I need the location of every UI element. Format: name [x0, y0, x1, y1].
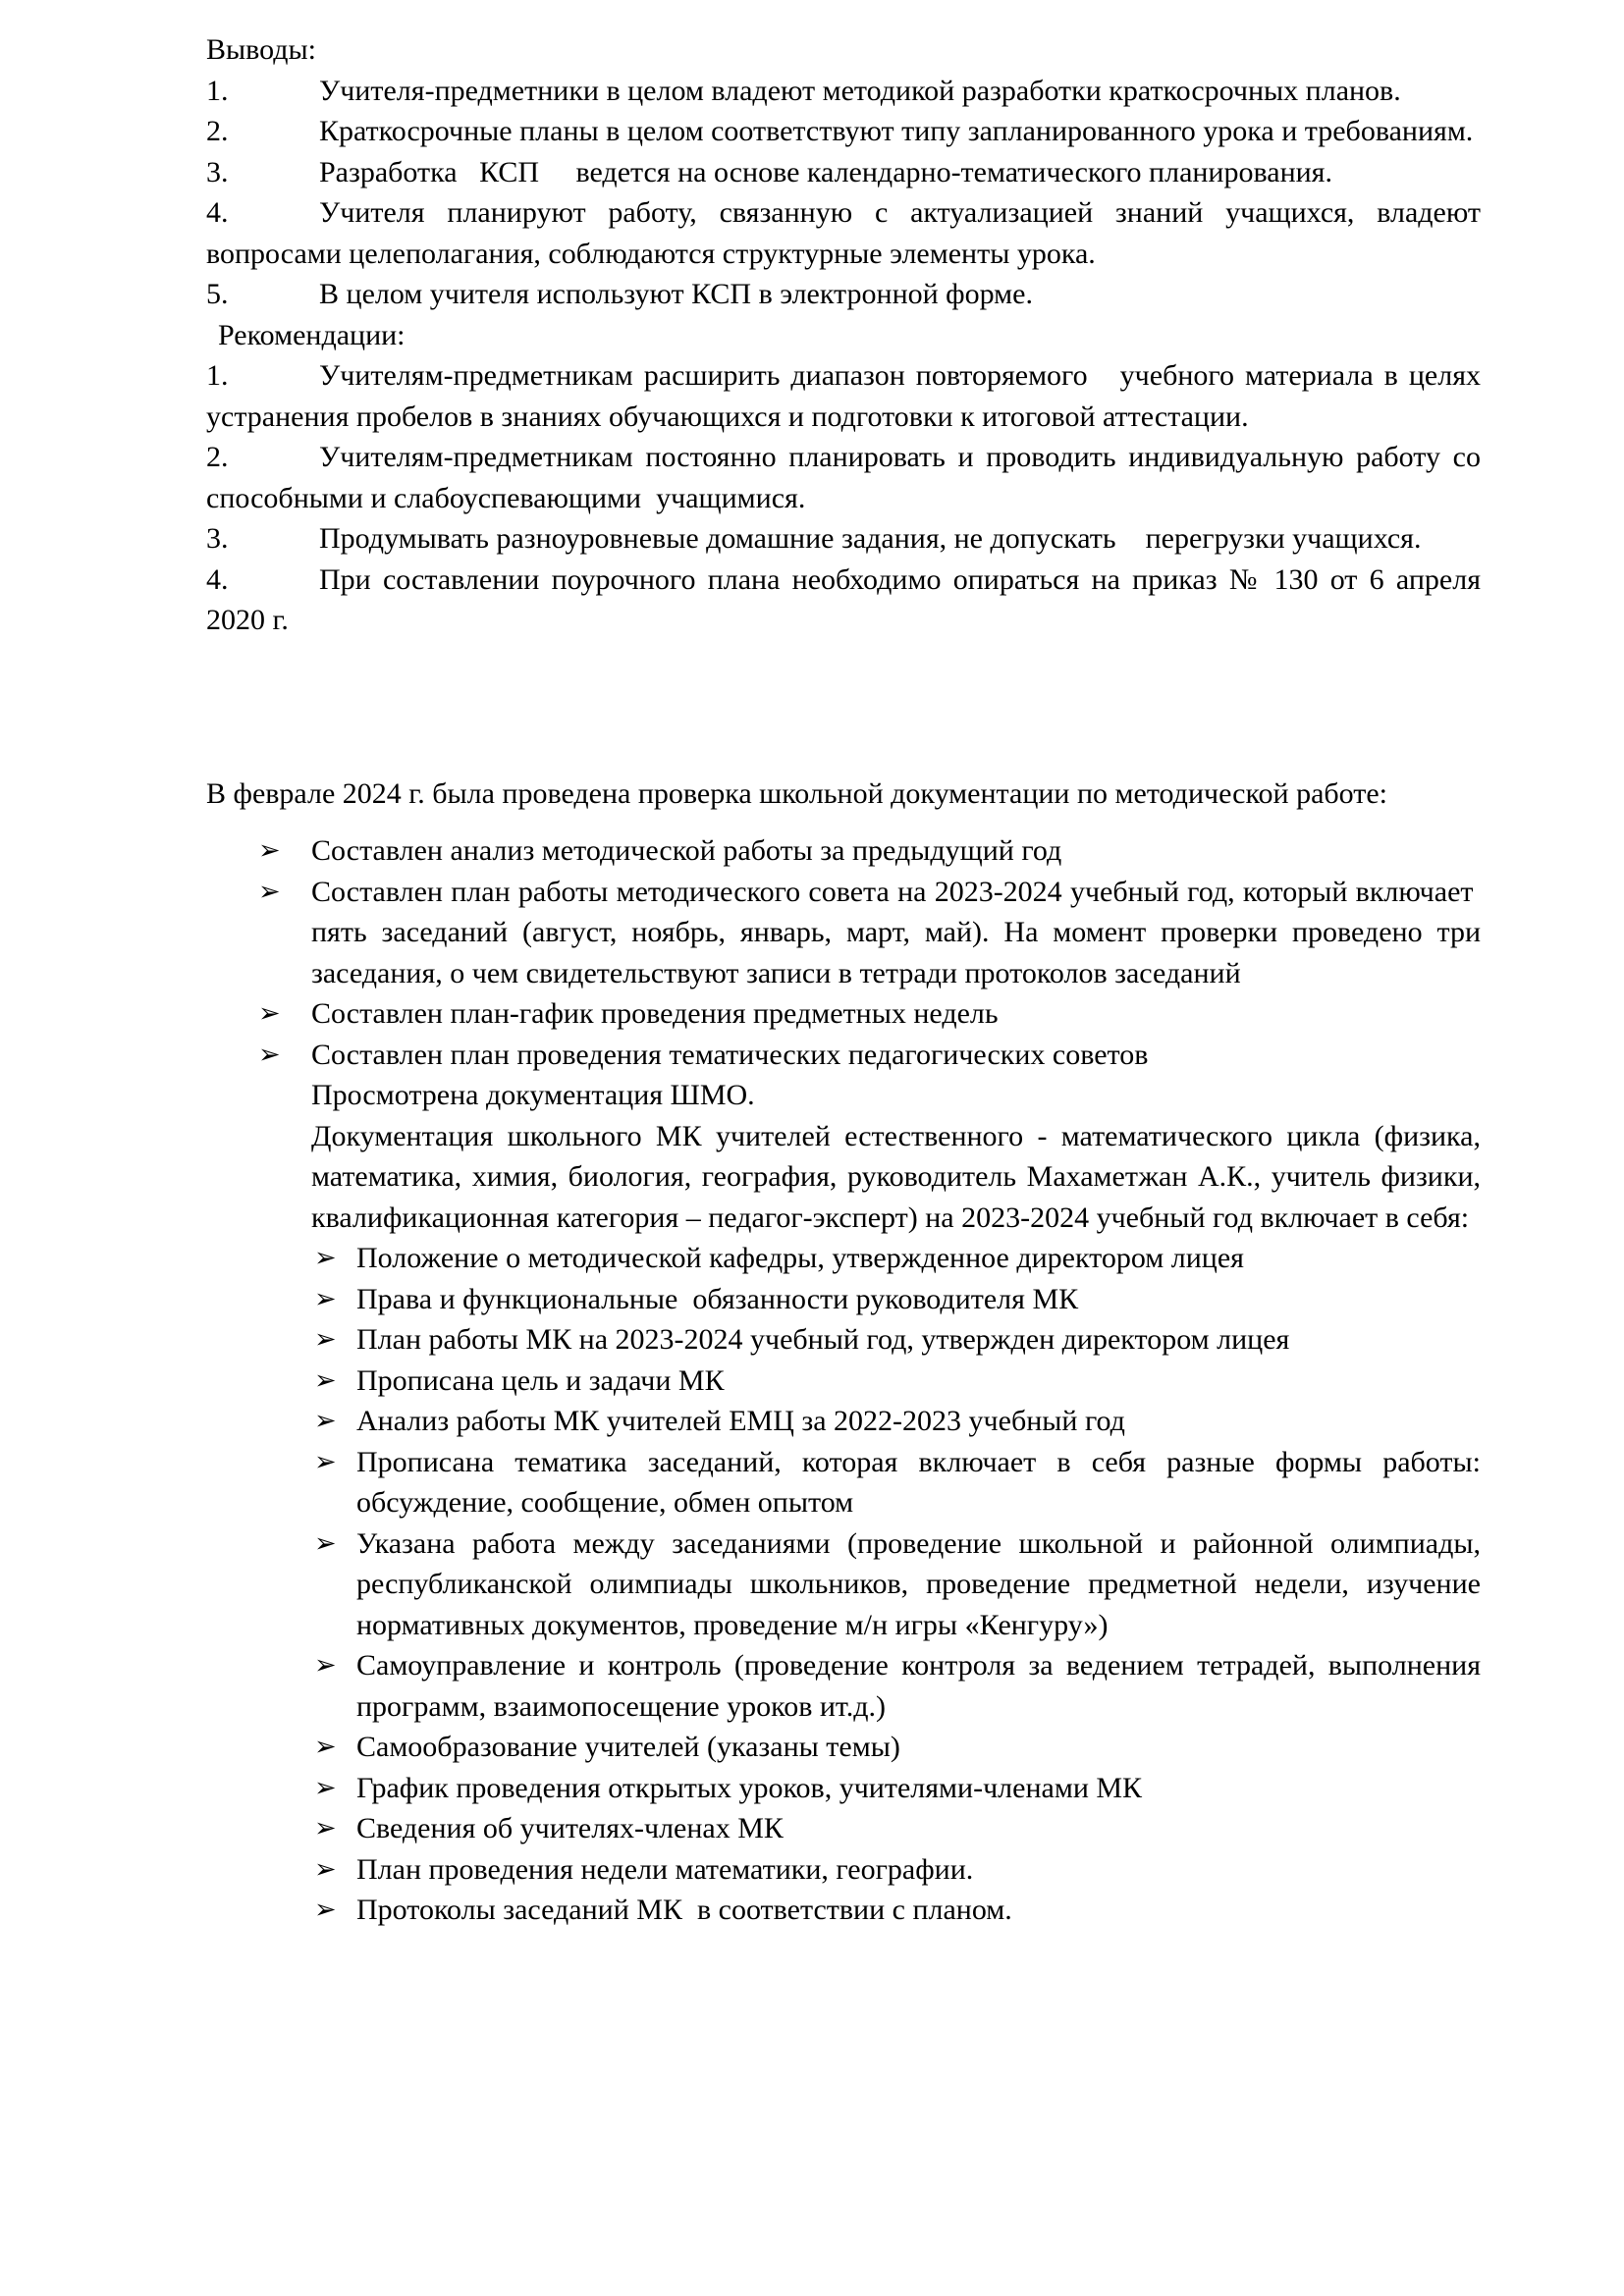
bullet-text: График проведения открытых уроков, учителями-членами МК [356, 1771, 1143, 1804]
bullet-list-item [206, 1808, 1481, 1849]
item-number: 3. [206, 522, 229, 555]
bullet-text: Составлен план проведения тематических педагогических советов [311, 1038, 1149, 1071]
arrow-bullet-icon: ➢ [314, 1895, 337, 1925]
item-number: 2. [206, 115, 229, 147]
bullet-list-item [206, 1768, 1481, 1809]
documentation-block [206, 1075, 1481, 1238]
arrow-bullet-icon: ➢ [314, 1527, 337, 1559]
bullet-list-level2 [206, 1238, 1481, 1931]
arrow-bullet-icon: ➢ [314, 1813, 337, 1843]
item-text: Учителям-предметникам постоянно планировать и проводить индивидуальную работу со способными и слабоуспевающими учащимися. [206, 441, 1481, 514]
vertical-spacer [206, 814, 1481, 830]
numbered-list-item [206, 192, 1481, 274]
item-text: Учителя планируют работу, связанную с актуализацией знаний учащихся, владеют вопросами целеполагания, соблюдаются структурные элементы урока. [206, 196, 1481, 270]
numbered-list-item [206, 71, 1481, 112]
arrow-bullet-icon: ➢ [314, 1364, 337, 1396]
bullet-text: Самообразование учителей (указаны темы) [356, 1731, 900, 1763]
conclusions-heading: Выводы: [206, 33, 317, 66]
arrow-bullet-icon: ➢ [314, 1283, 337, 1314]
bullet-list-item [206, 993, 1481, 1035]
bullet-list-item [206, 1645, 1481, 1727]
bullet-text: Составлен план работы методического совета на 2023-2024 учебный год, который включает пять заседаний (август, ноябрь, январь, март, май). На момент проверки проведено три заседания, о чем свидетельствуют записи в тетради протоколов заседаний [311, 875, 1481, 989]
recommendations-heading: Рекомендации: [218, 318, 406, 351]
arrow-bullet-icon: ➢ [314, 1243, 337, 1273]
bullet-text: Указана работа между заседаниями (проведение школьной и районной олимпиады, республиканской олимпиады школьников, проведение предметной недели, изучение нормативных документов, проведение м/н игры «Кенгуру») [356, 1526, 1481, 1641]
bullet-text: Составлен анализ методической работы за предыдущий год [311, 834, 1062, 867]
mk-documentation-paragraph: Документация школьного МК учителей естественного - математического цикла (физика, математика, химия, биология, география, руководитель Махаметжан А.К., учитель физики, квалификационная категория – педагог-эксперт) на 2023-2024 учебный год включает в себя: [311, 1119, 1481, 1234]
bullet-list-item [206, 1238, 1481, 1279]
item-text: Краткосрочные планы в целом соответствуют типу запланированного урока и требованиям. [319, 115, 1474, 147]
numbered-list-item [206, 437, 1481, 518]
bullet-text: Прописана цель и задачи МК [356, 1363, 725, 1397]
arrow-bullet-icon: ➢ [314, 1406, 337, 1436]
bullet-list-item [206, 1361, 1481, 1402]
item-text: Учителям-предметникам расширить диапазон повторяемого учебного материала в целях устранения пробелов в знаниях обучающихся и подготовки к итоговой аттестации. [206, 359, 1481, 433]
item-number: 4. [206, 562, 229, 596]
item-text: В целом учителя используют КСП в электронной форме. [319, 278, 1033, 310]
february-paragraph: В феврале 2024 г. была проведена проверка школьной документации по методической работе: [206, 776, 1388, 810]
arrow-bullet-icon: ➢ [314, 1446, 337, 1477]
arrow-bullet-icon: ➢ [258, 1039, 281, 1070]
bullet-text: Самоуправление и контроль (проведение контроля за ведением тетрадей, выполнения программ, взаимопосещение уроков ит.д.) [356, 1649, 1481, 1723]
numbered-list-item [206, 518, 1481, 560]
bullet-text: Права и функциональные обязанности руководителя МК [356, 1282, 1079, 1315]
bullet-text: Сведения об учителях-членах МК [356, 1812, 784, 1844]
bullet-list-item [206, 1890, 1481, 1931]
numbered-list-item [206, 152, 1481, 193]
item-number: 3. [206, 155, 229, 188]
bullet-text: Протоколы заседаний МК в соответствии с планом. [356, 1894, 1012, 1926]
bullet-list-item [206, 872, 1481, 994]
document-content [206, 29, 1481, 1931]
arrow-bullet-icon: ➢ [258, 835, 281, 866]
item-number: 5. [206, 278, 229, 310]
bullet-text: План проведения недели математики, географии. [356, 1852, 974, 1886]
numbered-list-item [206, 355, 1481, 437]
arrow-bullet-icon: ➢ [314, 1853, 337, 1885]
bullet-text: Положение о методической кафедры, утвержденное директором лицея [356, 1242, 1244, 1274]
numbered-list-item [206, 560, 1481, 641]
bullet-list-item [206, 1523, 1481, 1646]
item-text: Продумывать разноуровневые домашние задания, не допускать перегрузки учащихся. [319, 522, 1422, 555]
item-number: 1. [206, 74, 229, 107]
shmo-paragraph: Просмотрена документация ШМО. [311, 1079, 755, 1111]
item-text: Учителя-предметники в целом владеют методикой разработки краткосрочных планов. [319, 74, 1401, 107]
bullet-list-item [206, 1319, 1481, 1361]
bullet-list-level1 [206, 830, 1481, 1075]
numbered-list-item [206, 274, 1481, 315]
item-number: 4. [206, 196, 229, 229]
numbered-list-item [206, 111, 1481, 152]
bullet-list-item [206, 830, 1481, 872]
bullet-text: Прописана тематика заседаний, которая включает в себя разные формы работы: обсуждение, сообщение, обмен опытом [356, 1445, 1481, 1519]
arrow-bullet-icon: ➢ [314, 1732, 337, 1762]
arrow-bullet-icon: ➢ [314, 1650, 337, 1681]
arrow-bullet-icon: ➢ [314, 1772, 337, 1803]
bullet-list-item [206, 1727, 1481, 1768]
item-number: 1. [206, 359, 229, 392]
item-text: Разработка КСП ведется на основе календарно-тематического планирования. [319, 155, 1332, 188]
bullet-list-item [206, 1401, 1481, 1442]
arrow-bullet-icon: ➢ [258, 998, 281, 1029]
arrow-bullet-icon: ➢ [314, 1324, 337, 1355]
item-text: При составлении поурочного плана необходимо опираться на приказ № 130 от 6 апреля 2020 г. [206, 562, 1481, 636]
item-number: 2. [206, 441, 229, 473]
bullet-text: Составлен план-гафик проведения предметных недель [311, 997, 999, 1030]
conclusions-list [206, 71, 1481, 315]
bullet-list-item [206, 1849, 1481, 1891]
vertical-spacer [206, 641, 1481, 774]
bullet-text: План работы МК на 2023-2024 учебный год, утвержден директором лицея [356, 1323, 1290, 1356]
recommendations-list [206, 355, 1481, 641]
arrow-bullet-icon: ➢ [258, 876, 281, 907]
bullet-list-item [206, 1279, 1481, 1320]
bullet-text: Анализ работы МК учителей ЕМЦ за 2022-2023 учебный год [356, 1405, 1125, 1437]
bullet-list-item [206, 1035, 1481, 1076]
bullet-list-item [206, 1442, 1481, 1523]
